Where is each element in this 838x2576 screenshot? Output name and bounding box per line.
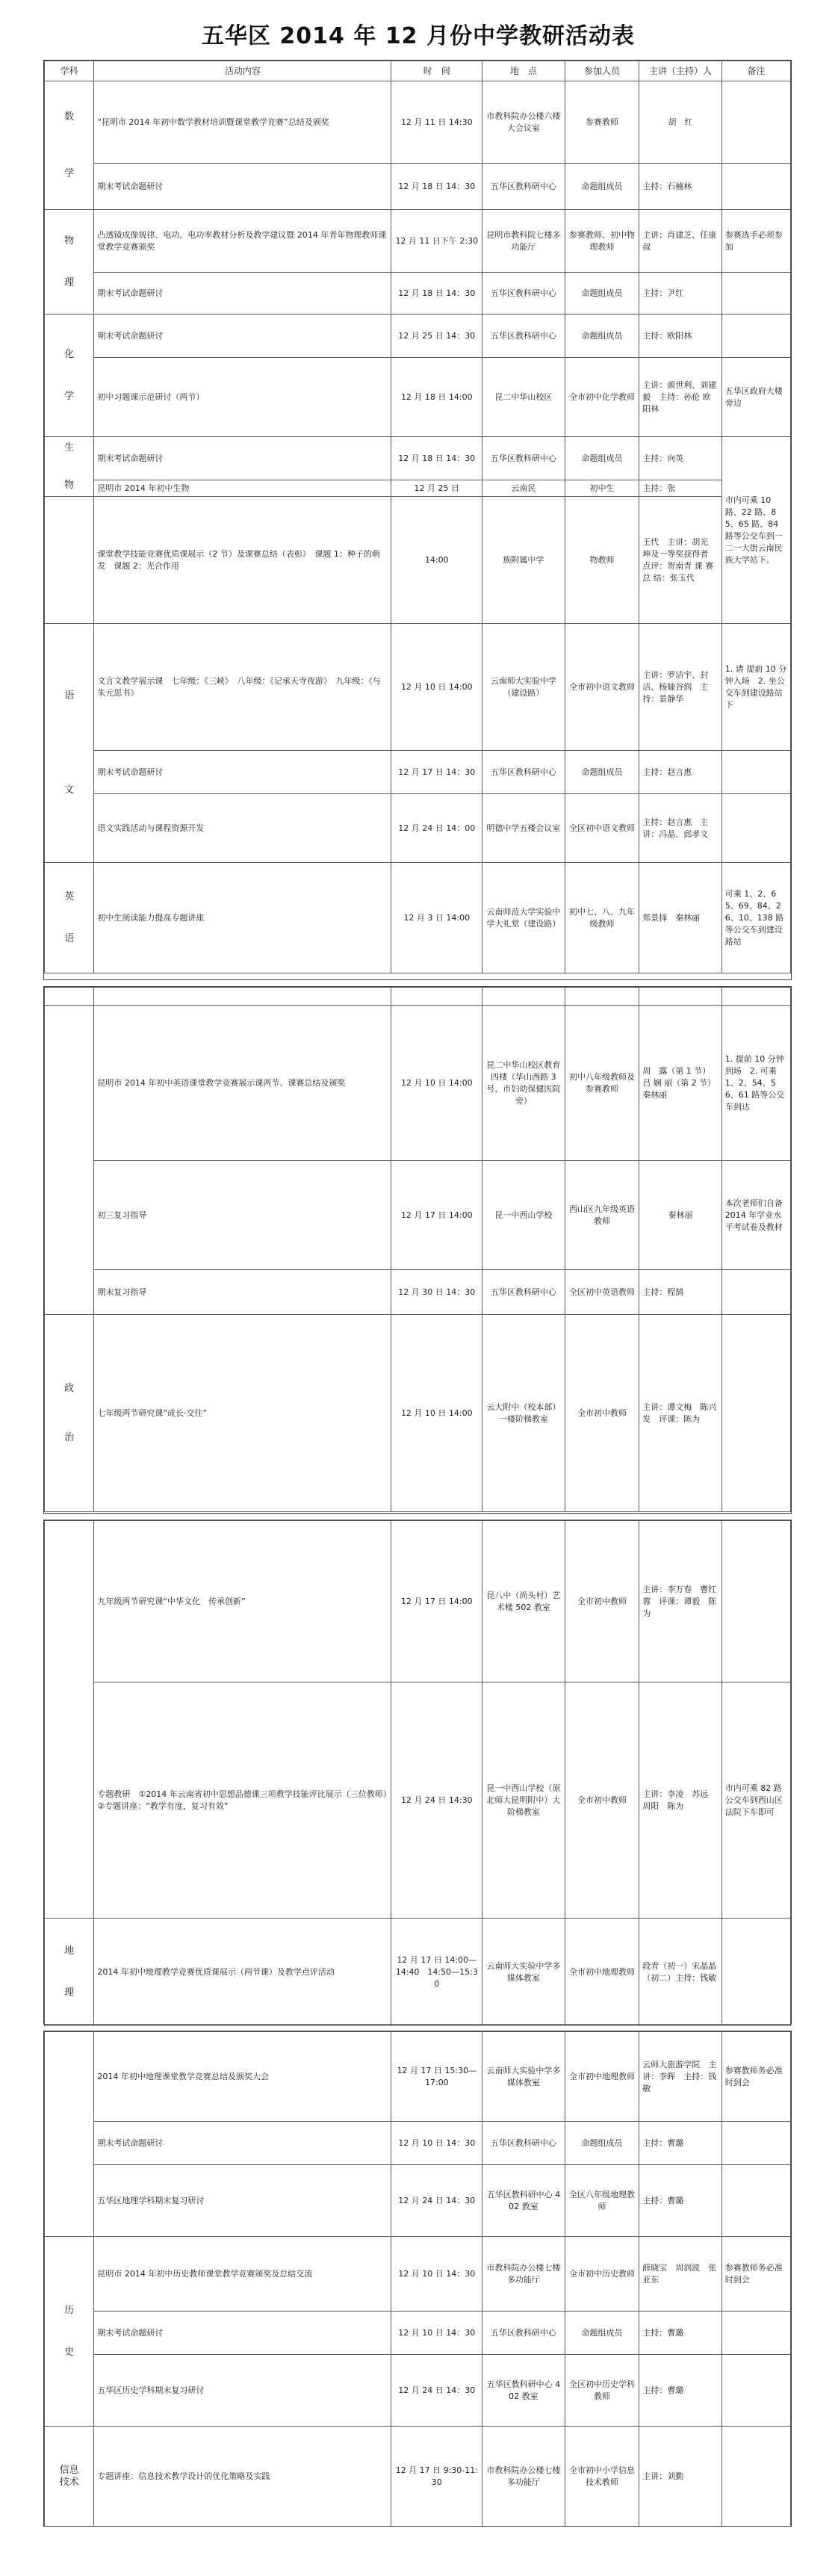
cell-note — [721, 315, 790, 358]
cell-subject-empty — [45, 2032, 94, 2237]
cell-note — [721, 2312, 790, 2355]
cell-host: 主持：欧阳林 — [639, 315, 722, 358]
cell-content: 初中习题课示范研讨（两节） — [94, 358, 391, 437]
table-row — [45, 2165, 791, 2237]
cell-host: 主持：曹璐 — [639, 2312, 722, 2355]
cell-place-empty — [482, 988, 565, 1006]
cell-host: 段青（初一）宋晶晶（初二）主持：钱敏 — [639, 1919, 722, 2026]
cell-note — [721, 2355, 790, 2427]
cell-host: 主持：赵言惠 主讲：冯晶、邱孝文 — [639, 794, 722, 863]
cell-note: 市内可乘 10 路、22 路、85、65 路、84 路等公交车到一二一大街云南民族大学站下。 — [721, 437, 790, 624]
header-note: 备注 — [721, 61, 790, 81]
cell-note — [721, 81, 790, 164]
table-row — [45, 624, 791, 751]
cell-people: 全区八年级地理教师 — [565, 2165, 639, 2237]
cell-time: 12 月 17 日 14：30 — [391, 751, 482, 794]
cell-place: 昆二中华山校区教育四楼（华山西路 3 号，市妇幼保健医院旁） — [482, 1006, 565, 1161]
cell-content: 期末复习指导 — [94, 1270, 391, 1315]
cell-place: 五华区教科研中心 — [482, 1270, 565, 1315]
cell-people: 初中七、八、九年级教师 — [565, 863, 639, 973]
schedule-table-3 — [44, 1520, 791, 2026]
cell-host: 主持：曹璐 — [639, 2355, 722, 2427]
table-row — [45, 794, 791, 863]
cell-host: 主讲：李万春 曹红蓉 评课：谭毅 陈为 — [639, 1521, 722, 1682]
cell-people: 参赛教师 — [565, 81, 639, 164]
cell-host: 主讲：罗洁宇、封洁、杨婕谷润 主持：景静华 — [639, 624, 722, 751]
cell-content: 2014 年初中地理教学竞赛优质课展示（两节课）及教学点评活动 — [94, 1919, 391, 2026]
cell-place: 云南师大实验中学（建设路） — [482, 624, 565, 751]
cell-time: 12 月 11 日 14:30 — [391, 81, 482, 164]
cell-host: 主讲：刘勤 — [639, 2427, 722, 2527]
cell-place: 市教科院办公楼七楼多功能厅 — [482, 2237, 565, 2312]
cell-time: 12 月 17 日 14:00 — [391, 1521, 482, 1682]
cell-host: 主持：尹红 — [639, 273, 722, 315]
header-content: 活动内容 — [94, 61, 391, 81]
cell-host: 王代 主讲：胡光 坤及一等奖获得者 点评：贺南青 课 赛 总 结：张玉代 — [639, 497, 722, 624]
cell-subject-empty — [45, 988, 94, 1006]
cell-content: 语文实践活动与课程资源开发 — [94, 794, 391, 863]
table-row — [45, 988, 791, 1006]
table-row — [45, 2355, 791, 2427]
cell-content: 昆明市 2014 年初中历史教师课堂教学竞赛颁奖及总结交流 — [94, 2237, 391, 2312]
schedule-table-1 — [44, 61, 791, 973]
cell-content: 凸透镜成像规律、电功、电功率教材分析及教学建议暨 2014 年青年物理教师课堂教学竞赛颁奖 — [94, 210, 391, 273]
table-row — [45, 2427, 791, 2527]
cell-time: 12 月 30 日 14：30 — [391, 1270, 482, 1315]
cell-people: 物教师 — [565, 497, 639, 624]
document-title: 五华区 2014 年 12 月份中学教研活动表 — [201, 23, 636, 49]
table-row — [45, 1315, 791, 1512]
cell-time: 12 月 10 日 14:00 — [391, 1315, 482, 1512]
cell-note — [721, 1270, 790, 1315]
header-people: 参加人员 — [565, 61, 639, 81]
subject-math: 数 学 — [45, 81, 94, 210]
schedule-table-4 — [44, 2031, 791, 2527]
table-row — [45, 81, 791, 164]
table-row — [45, 751, 791, 794]
cell-place: 五华区教科研中心 402 教室 — [482, 2165, 565, 2237]
cell-place: 云南师范大学实验中学大礼堂（建设路） — [482, 863, 565, 973]
cell-place: 昆二中华山校区 — [482, 358, 565, 437]
table-block-1 — [43, 60, 792, 980]
table-row — [45, 1161, 791, 1270]
header-subject: 学科 — [45, 61, 94, 81]
cell-people: 全市初中教师 — [565, 1315, 639, 1512]
cell-content: 期末考试命题研讨 — [94, 437, 391, 480]
subject-chemistry: 化 学 — [45, 315, 94, 437]
cell-host: 主讲：肖建芝、任康叔 — [639, 210, 722, 273]
cell-place: 云大附中（校本部）一楼阶梯教室 — [482, 1315, 565, 1512]
cell-note — [721, 794, 790, 863]
cell-time: 12 月 25 日 — [391, 480, 482, 497]
cell-people: 命题组成员 — [565, 273, 639, 315]
table-block-3 — [43, 1520, 792, 2025]
cell-people: 全市初中小学信息技术教师 — [565, 2427, 639, 2527]
table-row — [45, 2032, 791, 2122]
cell-content: 九年级两节研究课“中华文化 传承创新” — [94, 1521, 391, 1682]
cell-host: 周 露（第 1 节）吕 娴 丽（第 2 节）秦林丽 — [639, 1006, 722, 1161]
cell-note: 本次老师们自备 2014 年学业水平考试卷及教材 — [721, 1161, 790, 1270]
cell-note — [721, 2122, 790, 2165]
cell-people: 命题组成员 — [565, 2312, 639, 2355]
cell-time: 12 月 25 日 14：30 — [391, 315, 482, 358]
cell-content: 2014 年初中地理课堂教学竞赛总结及颁奖大会 — [94, 2032, 391, 2122]
subject-politics: 政 治 — [45, 1315, 94, 1512]
cell-host: 主持：程鹄 — [639, 1270, 722, 1315]
cell-host: 胡 红 — [639, 81, 722, 164]
cell-people-empty — [565, 988, 639, 1006]
cell-time: 12 月 24 日 14：30 — [391, 2355, 482, 2427]
cell-content: 期末考试命题研讨 — [94, 315, 391, 358]
cell-place: 市教科院办公楼七楼多功能厅 — [482, 2427, 565, 2527]
cell-time: 12 月 24 日 14:30 — [391, 1682, 482, 1919]
cell-content-empty — [94, 988, 391, 1006]
cell-place: 明德中学五楼会议室 — [482, 794, 565, 863]
cell-time: 12 月 10 日 14:00 — [391, 624, 482, 751]
cell-content: 期末考试命题研讨 — [94, 751, 391, 794]
cell-content: 专题讲座：信息技术教学设计的优化策略及实践 — [94, 2427, 391, 2527]
table-row — [45, 437, 791, 480]
cell-time: 12 月 10 日 14：30 — [391, 2312, 482, 2355]
cell-content: 初中生阅读能力提高专题讲座 — [94, 863, 391, 973]
cell-time: 12 月 18 日 14：30 — [391, 273, 482, 315]
cell-host: 薛晓宝 周润波 张亚东 — [639, 2237, 722, 2312]
cell-host: 云师大旅游学院 主讲：李晖 主持：钱敏 — [639, 2032, 722, 2122]
cell-host: 主持：张 — [639, 480, 722, 497]
cell-note — [721, 2165, 790, 2237]
cell-note: 参赛教师务必准时到会 — [721, 2237, 790, 2312]
header-time: 时 间 — [391, 61, 482, 81]
cell-place: 昆八中（尚头村）艺术楼 502 教室 — [482, 1521, 565, 1682]
cell-note: 参赛教师务必准时到会 — [721, 2032, 790, 2122]
cell-place: 市教科院办公楼六楼大会议室 — [482, 81, 565, 164]
table-row — [45, 315, 791, 358]
cell-time: 12 月 17 日 15:30—17:00 — [391, 2032, 482, 2122]
cell-content: 五华区历史学科期末复习研讨 — [94, 2355, 391, 2427]
cell-people: 全区初中历史学科教师 — [565, 2355, 639, 2427]
cell-subject-empty — [45, 497, 94, 624]
cell-note: 五华区政府大楼旁边 — [721, 358, 790, 437]
cell-time: 14:00 — [391, 497, 482, 624]
cell-people: 全市初中教师 — [565, 1682, 639, 1919]
cell-host: 主持：赵言惠 — [639, 751, 722, 794]
cell-content: 课堂教学技能竞赛优质课展示（2 节）及课赛总结（表彰） 课题 1：种子的萌发 课题 2：光合作用 — [94, 497, 391, 624]
subject-history: 历 史 — [45, 2237, 94, 2427]
cell-people: 全市初中教师 — [565, 1521, 639, 1682]
cell-host: 主持：曹璐 — [639, 2122, 722, 2165]
cell-note: 1. 提前 10 分钟到场 2. 可乘 1、2、54、56、61 路等公交车到达 — [721, 1006, 790, 1161]
cell-place: 昆一中西山学校（原北师大昆明附中）大阶梯教室 — [482, 1682, 565, 1919]
cell-content: 初三复习指导 — [94, 1161, 391, 1270]
header-place: 地 点 — [482, 61, 565, 81]
cell-note — [721, 1521, 790, 1682]
cell-content: 文言文教学展示课 七年级：《三峡》 八年级：《记承天寺夜游》 九年级：《与朱元思书》 — [94, 624, 391, 751]
cell-place: 五华区教科研中心 — [482, 751, 565, 794]
table-row — [45, 2122, 791, 2165]
cell-host: 主持：曹璐 — [639, 2165, 722, 2237]
cell-time: 12 月 17 日 9:30-11:30 — [391, 2427, 482, 2527]
table-row — [45, 1919, 791, 2026]
cell-place: 五华区教科研中心 — [482, 164, 565, 210]
cell-people: 初中八年级教师及参赛教师 — [565, 1006, 639, 1161]
cell-place: 五华区教科研中心 — [482, 437, 565, 480]
cell-host: 主持：向英 — [639, 437, 722, 480]
cell-note: 参赛选手必须参加 — [721, 210, 790, 273]
cell-time: 12 月 10 日 14：30 — [391, 2122, 482, 2165]
cell-people: 全市初中历史教师 — [565, 2237, 639, 2312]
cell-people: 全区初中语文教师 — [565, 794, 639, 863]
cell-place: 云南民 — [482, 480, 565, 497]
subject-it: 信息 技术 — [45, 2427, 94, 2527]
cell-host: 主讲：李凌 苏远 周阳 陈为 — [639, 1682, 722, 1919]
cell-people: 西山区九年级英语教师 — [565, 1161, 639, 1270]
cell-time: 12 月 10 日 14：30 — [391, 2237, 482, 2312]
cell-people: 全区初中英语教师 — [565, 1270, 639, 1315]
cell-time: 12 月 24 日 14：00 — [391, 794, 482, 863]
cell-note-empty — [721, 988, 790, 1006]
cell-host: 主讲：谭文梅 陈兴发 评课：陈为 — [639, 1315, 722, 1512]
table-row — [45, 164, 791, 210]
cell-people: 命题组成员 — [565, 315, 639, 358]
cell-note — [721, 751, 790, 794]
cell-host: 主持：石楠林 — [639, 164, 722, 210]
cell-people: 全市初中地理教师 — [565, 2032, 639, 2122]
table-row — [45, 863, 791, 973]
cell-time: 12 月 3 日 14:00 — [391, 863, 482, 973]
cell-time: 12 月 18 日 14：30 — [391, 437, 482, 480]
cell-place: 族附属中学 — [482, 497, 565, 624]
schedule-sheet — [43, 60, 793, 2551]
cell-subject-empty — [45, 1521, 94, 1919]
cell-note: 1. 请 提前 10 分钟入场 2. 坐公交车到建设路站下 — [721, 624, 790, 751]
table-row — [45, 1270, 791, 1315]
cell-place: 五华区教科研中心 — [482, 2312, 565, 2355]
subject-geography: 地 理 — [45, 1919, 94, 2026]
subject-chinese: 语 文 — [45, 624, 94, 863]
cell-host: 秦林丽 — [639, 1161, 722, 1270]
table-row — [45, 2312, 791, 2355]
cell-content: 期末考试命题研讨 — [94, 2312, 391, 2355]
cell-people: 命题组成员 — [565, 164, 639, 210]
table-row — [45, 1521, 791, 1682]
table-block-2 — [43, 986, 792, 1514]
table-block-4 — [43, 2031, 792, 2527]
cell-people: 初中生 — [565, 480, 639, 497]
cell-place: 五华区教科研中心 — [482, 273, 565, 315]
cell-people: 命题组成员 — [565, 437, 639, 480]
table-row — [45, 1682, 791, 1919]
cell-host: 主讲：颜世利、刘建毅 主持：孙伦 欧阳林 — [639, 358, 722, 437]
cell-time-empty — [391, 988, 482, 1006]
cell-host: 郑景择 秦林丽 — [639, 863, 722, 973]
cell-place: 云南师大实验中学多媒体教室 — [482, 1919, 565, 2026]
table-row — [45, 480, 791, 497]
table-row — [45, 358, 791, 437]
table-row — [45, 210, 791, 273]
cell-people: 命题组成员 — [565, 751, 639, 794]
cell-content: 期末考试命题研讨 — [94, 164, 391, 210]
cell-time: 12 月 10 日 14:00 — [391, 1006, 482, 1161]
cell-note — [721, 164, 790, 210]
cell-time: 12 月 18 日 14:00 — [391, 358, 482, 437]
cell-subject-empty — [45, 1006, 94, 1315]
cell-note — [721, 1315, 790, 1512]
table-row — [45, 273, 791, 315]
cell-time: 12 月 18 日 14：30 — [391, 164, 482, 210]
cell-people: 全市初中化学教师 — [565, 358, 639, 437]
subject-physics: 物 理 — [45, 210, 94, 315]
cell-time: 12 月 11 日下午 2:30 — [391, 210, 482, 273]
cell-note: 市内可乘 82 路公交车到西山区法院下车即可 — [721, 1682, 790, 1919]
cell-place: 五华区教科研中心 — [482, 2122, 565, 2165]
cell-content: 昆明市 2014 年初中生物 — [94, 480, 391, 497]
subject-english: 英 语 — [45, 863, 94, 973]
cell-note — [721, 1919, 790, 2026]
cell-content: 期末考试命题研讨 — [94, 273, 391, 315]
cell-people: 参赛教师、初中物理教师 — [565, 210, 639, 273]
header-row — [45, 61, 791, 81]
document-page — [43, 13, 793, 2551]
header-host: 主讲（主持）人 — [639, 61, 722, 81]
cell-content: 五华区地理学科期末复习研讨 — [94, 2165, 391, 2237]
cell-people: 命题组成员 — [565, 2122, 639, 2165]
cell-place: 五华区教科研中心 — [482, 315, 565, 358]
cell-note — [721, 273, 790, 315]
cell-content: “昆明市 2014 年初中数学教材培训暨课堂教学竞赛”总结及颁奖 — [94, 81, 391, 164]
cell-place: 云南师大实验中学多媒体教室 — [482, 2032, 565, 2122]
cell-time: 12 月 17 日 14:00 — [391, 1161, 482, 1270]
cell-host-empty — [639, 988, 722, 1006]
cell-note — [721, 2427, 790, 2527]
cell-time: 12 月 24 日 14：30 — [391, 2165, 482, 2237]
cell-content: 七年级两节研究课“成长·交往” — [94, 1315, 391, 1512]
cell-people: 全市初中语文教师 — [565, 624, 639, 751]
cell-content: 期末考试命题研讨 — [94, 2122, 391, 2165]
cell-note: 可乘 1、2、65、69、84、26、10、138 路等公交车到建设路站 — [721, 863, 790, 973]
cell-place: 昆明市教科院七楼多功能厅 — [482, 210, 565, 273]
cell-place: 昆一中西山学校 — [482, 1161, 565, 1270]
table-row — [45, 1006, 791, 1161]
cell-content: 专题教研 ①2014 年云南省初中思想品德课三项教学技能评比展示（三位教师） ②专题讲座：“教学有度，复习有效” — [94, 1682, 391, 1919]
cell-people: 全市初中地理教师 — [565, 1919, 639, 2026]
cell-content: 昆明市 2014 年初中英语课堂教学竞赛展示课两节、课赛总结及颁奖 — [94, 1006, 391, 1161]
cell-time: 12 月 17 日 14:00—14:40 14:50—15:30 — [391, 1919, 482, 2026]
subject-biology: 生 物 — [45, 437, 94, 497]
table-row — [45, 497, 791, 624]
cell-place: 五华区教科研中心 402 教室 — [482, 2355, 565, 2427]
schedule-table-2 — [44, 987, 791, 1512]
table-row — [45, 2237, 791, 2312]
